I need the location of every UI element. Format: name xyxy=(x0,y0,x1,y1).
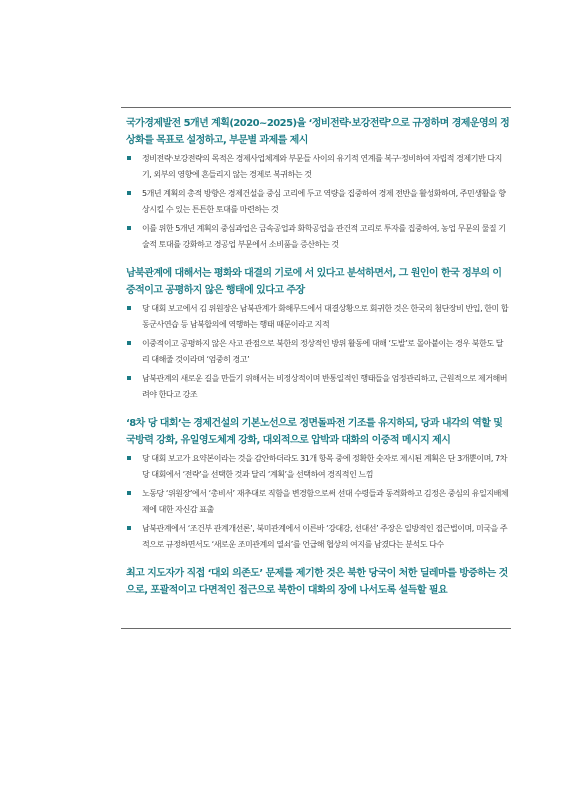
square-bullet-icon xyxy=(127,306,131,310)
square-bullet-icon xyxy=(127,456,131,460)
list-item-text: 이중적이고 공평하지 않은 사고 관점으로 북한의 정상적인 방위 활동에 대해 ‘도발’로 몰아붙이는 경우 북한도 달리 대해줄 것이라며 ‘엄중히 경고’ xyxy=(142,339,503,364)
section-heading: 최고 지도자가 직접 ‘대외 의존도’ 문제를 제기한 것은 북한 당국이 처한 딜레마를 방증하는 것으로, 포괄적이고 다면적인 접근으로 북한이 대화의 장에 나서도록 설득할 필요 xyxy=(126,568,508,596)
list-item-text: 당 대회 보고가 요약본이라는 것을 감안하더라도 31개 항목 중에 정확한 숫자로 제시된 계획은 단 3개뿐이며, 7차 당 대회에서 ‘전략’을 선택한 것과 달리 ‘계획’을 선택하여 경직적인 느낌 xyxy=(142,454,507,479)
list-item xyxy=(126,371,510,403)
section-heading: ‘8차 당 대회’는 경제건설의 기본노선으로 정면돌파전 기조를 유지하되, 당과 내각의 역할 및 국방력 강화, 유일영도체계 강화, 대외적으로 압박과 대화의 이중적 메시지 제시 xyxy=(126,418,503,446)
section-economic-plan xyxy=(126,115,510,253)
list-item xyxy=(126,336,510,368)
list-item xyxy=(126,221,510,253)
list-item-text: 남북관계에서 ‘조건부 관계개선론’, 북미관계에서 이른바 ‘강대강, 선대선’ 주장은 일방적인 접근법이며, 미국을 주적으로 규정하면서도 ‘새로운 조미관계의 열쇠’를 언급해 협상의 여지를 남겼다는 분석도 다수 xyxy=(142,524,508,549)
list-item-text: 남북관계의 새로운 길을 만들기 위해서는 비정상적이며 반통일적인 행태들을 엄정관리하고, 근원적으로 제거해버려야 한다고 강조 xyxy=(142,374,508,399)
square-bullet-icon xyxy=(127,376,131,380)
top-divider xyxy=(121,107,511,108)
list-item xyxy=(126,521,510,553)
list-item-text: 당 대회 보고에서 김 위원장은 남북관계가 화해무드에서 대결상황으로 회귀한 것은 한국의 첨단장비 반입, 한미 합동군사연습 등 남북합의에 역행하는 행태 때문이라고 지적 xyxy=(142,304,509,329)
square-bullet-icon xyxy=(127,341,131,345)
list-item xyxy=(126,486,510,518)
list-item-text: 정비전략·보강전략의 목적은 경제사업체계와 부문들 사이의 유기적 연계를 복구·정비하여 자립적 경제기반 다지기, 외부의 영향에 흔들리지 않는 경제로 복귀하는 것 xyxy=(142,154,502,179)
bullet-list xyxy=(126,301,510,403)
list-item xyxy=(126,186,510,218)
square-bullet-icon xyxy=(127,191,131,195)
square-bullet-icon xyxy=(127,226,131,230)
section-party-congress xyxy=(126,415,510,553)
bullet-list xyxy=(126,451,510,553)
bullet-list xyxy=(126,151,510,253)
list-item-text: 이를 위한 5개년 계획의 중심과업은 금속공업과 화학공업을 관건적 고리로 투자를 집중하여, 농업 무문의 물질 기술적 토대를 강화하고 경공업 부문에서 소비품을 증산하는 것 xyxy=(142,224,506,249)
list-item-text: 5개년 계획의 총적 방향은 경제건설을 중심 고리에 두고 역량을 집중하여 경제 전반을 활성화하며, 주민생활을 향상시킬 수 있는 튼튼한 토대를 마련하는 것 xyxy=(142,189,506,214)
section-inter-korean-relations xyxy=(126,265,510,403)
section-heading: 국가경제발전 5개년 계획(2020~2025)을 ‘정비전략·보강전략’으로 규정하며 경제운영의 정상화를 목표로 설정하고, 부문별 과제를 제시 xyxy=(126,118,510,146)
list-item-text: 노동당 ‘위원장’에서 ‘총비서’ 재추대로 직함을 변경함으로써 선대 수령들과 동격화하고 김정은 중심의 유일지배체제에 대한 자신감 표출 xyxy=(142,489,509,514)
list-item xyxy=(126,151,510,183)
list-item xyxy=(126,301,510,333)
square-bullet-icon xyxy=(127,156,131,160)
section-heading: 남북관계에 대해서는 평화와 대결의 기로에 서 있다고 분석하면서, 그 원인이 한국 정부의 이중적이고 공평하지 않은 행태에 있다고 주장 xyxy=(126,268,502,296)
section-conclusion xyxy=(126,565,510,599)
square-bullet-icon xyxy=(127,491,131,495)
document-body xyxy=(126,115,510,601)
square-bullet-icon xyxy=(127,526,131,530)
list-item xyxy=(126,451,510,483)
bottom-divider xyxy=(121,628,511,629)
